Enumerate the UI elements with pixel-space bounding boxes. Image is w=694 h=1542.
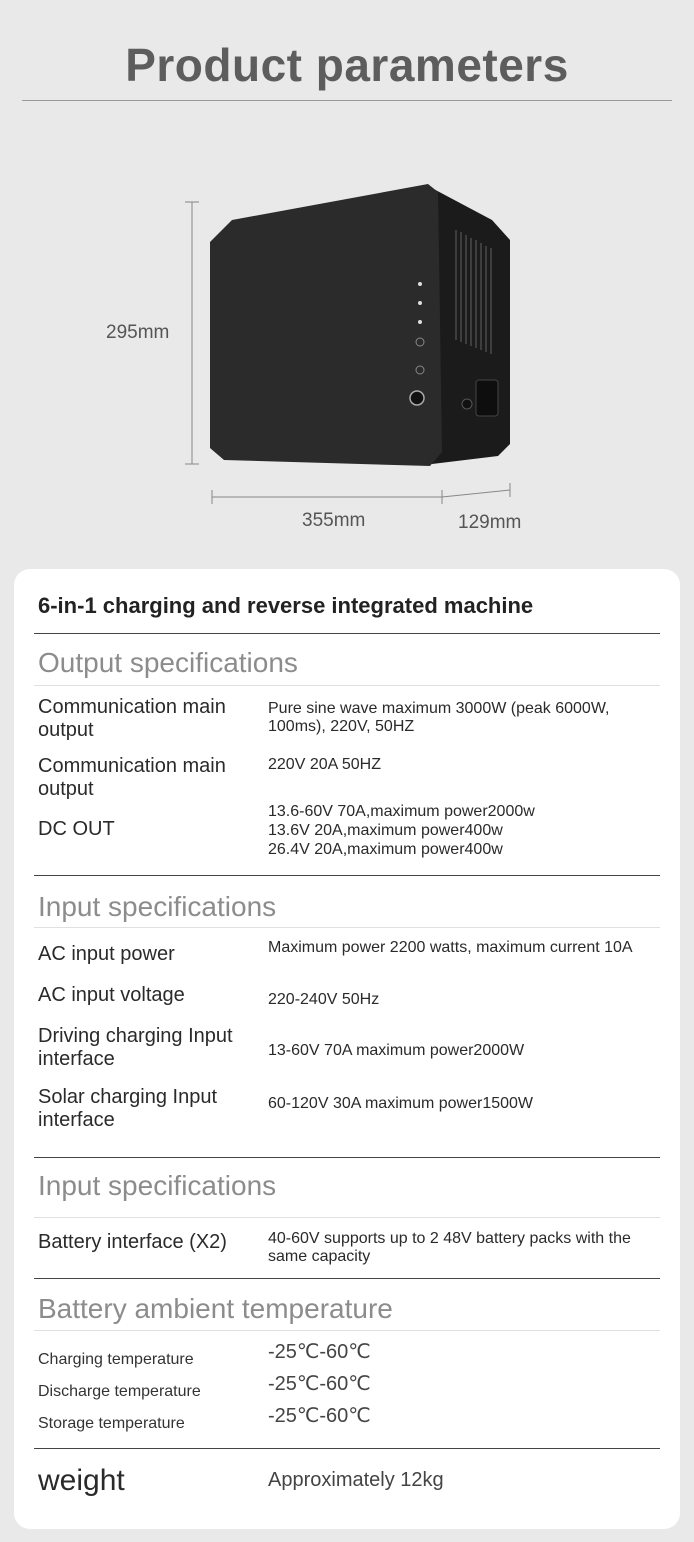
input-heading: Input specifications	[38, 891, 277, 922]
spec-label: AC input voltage	[38, 984, 185, 1006]
divider	[34, 1278, 660, 1279]
spec-label: Discharge temperature	[38, 1383, 201, 1400]
weight-label: weight	[38, 1464, 125, 1497]
spec-value: 13-60V 70A maximum power2000W	[268, 1042, 525, 1059]
spec-label: Communication main output	[38, 755, 226, 800]
spec-value: Pure sine wave maximum 3000W (peak 6000W, 100ms), 220V, 50HZ	[268, 700, 610, 735]
spec-value: 13.6-60V 70A,maximum power2000w	[268, 803, 535, 820]
spec-value: 26.4V 20A,maximum power400w	[268, 841, 503, 858]
spec-value: 220V 20A 50HZ	[268, 756, 381, 773]
spec-card	[14, 569, 680, 1529]
spec-value: -25℃-60℃	[268, 1373, 371, 1395]
divider	[34, 1157, 660, 1158]
spec-label: Driving charging Input interface	[38, 1025, 233, 1070]
divider	[34, 685, 660, 686]
spec-value: 60-120V 30A maximum power1500W	[268, 1095, 534, 1112]
height-dimension: 295mm	[106, 322, 170, 343]
spec-label: AC input power	[38, 943, 175, 965]
spec-value: Maximum power 2200 watts, maximum current 10A	[268, 939, 633, 956]
input-heading-2: Input specifications	[38, 1170, 277, 1201]
card-title: 6-in-1 charging and reverse integrated machine	[38, 593, 534, 618]
spec-label: Charging temperature	[38, 1351, 194, 1368]
spec-value: 13.6V 20A,maximum power400w	[268, 822, 503, 839]
spec-label: Solar charging Input interface	[38, 1086, 218, 1131]
divider	[34, 633, 660, 634]
weight-value: Approximately 12kg	[268, 1469, 444, 1491]
spec-value: 220-240V 50Hz	[268, 991, 380, 1008]
page-title: Product parameters	[125, 39, 569, 91]
spec-value: -25℃-60℃	[268, 1405, 371, 1427]
title-divider	[22, 100, 672, 101]
divider	[34, 927, 660, 928]
divider	[34, 875, 660, 876]
output-heading: Output specifications	[38, 647, 298, 678]
spec-value: 40-60V supports up to 2 48V battery packs with the same capacity	[268, 1230, 631, 1265]
spec-label: Battery interface (X2)	[38, 1231, 227, 1253]
product-image	[180, 180, 530, 520]
divider	[34, 1448, 660, 1449]
spec-label: Storage temperature	[38, 1415, 185, 1432]
spec-value: -25℃-60℃	[268, 1341, 371, 1363]
divider	[34, 1330, 660, 1331]
divider	[34, 1217, 660, 1218]
temperature-heading: Battery ambient temperature	[38, 1293, 393, 1324]
spec-label: DC OUT	[38, 818, 115, 840]
width-dimension: 355mm	[302, 510, 366, 531]
depth-dimension: 129mm	[458, 512, 522, 533]
spec-label: Communication main output	[38, 696, 226, 741]
